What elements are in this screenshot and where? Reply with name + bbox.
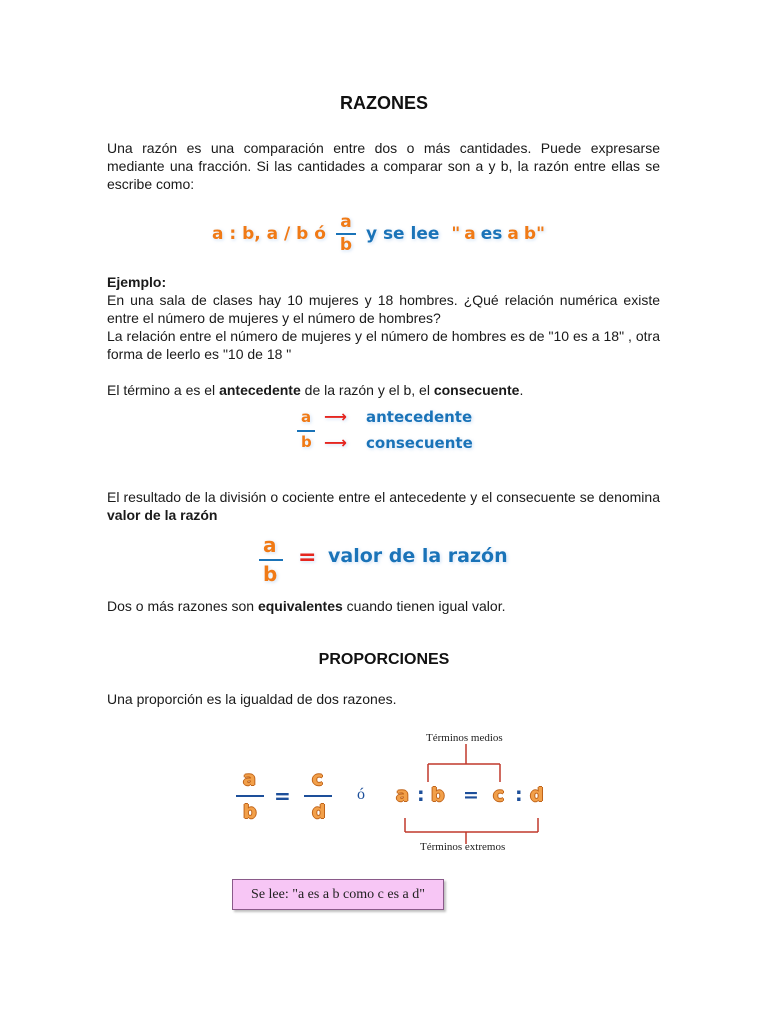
quote-close: " [536, 224, 545, 244]
terms-mid: de la razón y el b, el [300, 382, 434, 398]
arrow-right-icon: ⟶ [324, 433, 347, 452]
proportion-b: b [431, 784, 445, 806]
or-word: ó [357, 786, 365, 803]
example-label: Ejemplo: [107, 274, 167, 290]
terms-diagram [294, 406, 484, 456]
proportion-definition: Una proporción es la igualdad de dos razones. [107, 691, 397, 707]
quote-open: " [451, 224, 461, 244]
ratio-value-term: valor de la razón [107, 507, 218, 523]
section-title: PROPORCIONES [318, 651, 450, 668]
value-pre: El resultado de la división o cociente entre el antecedente y el consecuente se denomina [107, 489, 660, 505]
fraction-numerator: a [340, 212, 352, 232]
example-answer: La relación entre el número de mujeres y el número de hombres es de "10 es a 18" , otra forma de leerlo es "10 de 18 " [107, 328, 660, 362]
notation-text: a : b, a / b ó [212, 224, 326, 244]
diagram-denominator: b [301, 433, 312, 451]
middle-terms-label: Términos medios [426, 732, 503, 744]
quote-a: a [464, 224, 476, 244]
consequent-term: consecuente [433, 382, 520, 398]
terms-pre: El término a es el [107, 382, 220, 398]
proportion-frac2-bar [304, 795, 332, 797]
equiv-pre: Dos o más razones son [107, 598, 258, 614]
equivalent-sentence [107, 597, 660, 615]
ratio-value-diagram [258, 533, 528, 588]
diagram-fraction-bar [297, 430, 315, 432]
quote-a2: a [507, 224, 519, 244]
diagram-numerator: a [301, 408, 312, 426]
equals-sign: = [298, 545, 317, 570]
terms-sentence [107, 381, 660, 399]
terms-end: . [519, 382, 524, 398]
proportion-equals: = [274, 784, 291, 808]
proportion-a: a [396, 784, 409, 806]
equiv-post: cuando tienen igual valor. [342, 598, 506, 614]
value-fraction-bar [259, 559, 283, 561]
quote-b: b [523, 224, 537, 244]
proportion-colon1: : [417, 784, 425, 806]
ratio-value-label: valor de la razón [328, 545, 508, 567]
proportion-diagram [230, 728, 560, 858]
reads-box: Se lee: "a es a b como c es a d" [232, 879, 444, 910]
example-question: En una sala de clases hay 10 mujeres y 18 hombres. ¿Qué relación numérica existe entre el número de mujeres y el número de hombres? [107, 292, 660, 326]
fraction-denominator: b [339, 235, 353, 255]
proportion-d: d [530, 784, 544, 806]
extreme-terms-label: Términos extremos [420, 841, 506, 853]
proportion-frac2-den: d [312, 801, 326, 823]
value-denominator: b [263, 562, 278, 586]
quote-es: es [480, 224, 503, 244]
proportion-frac1-bar [236, 795, 264, 797]
page-title: RAZONES [339, 93, 428, 113]
ratio-value-sentence [107, 488, 660, 524]
proportion-equals2: = [463, 784, 479, 806]
proportion-colon2: : [515, 784, 523, 806]
antecedent-label: antecedente [366, 408, 473, 426]
antecedent-term: antecedente [219, 382, 301, 398]
value-numerator: a [263, 533, 277, 557]
equivalent-term: equivalentes [257, 598, 343, 614]
proportion-frac1-den: b [243, 801, 257, 823]
ratio-notation-formula [212, 205, 572, 263]
ratio-fraction [336, 214, 356, 254]
proportion-frac1-num: a [243, 768, 256, 790]
consequent-label: consecuente [366, 434, 473, 452]
razon-definition: Una razón es una comparación entre dos o más cantidades. Puede expresarse mediante una fracción. Si las cantidades a comparar son a y b, la razón entre ellas se escribe como: [107, 140, 660, 192]
proportion-c: c [493, 784, 505, 806]
proportion-frac2-num: c [312, 768, 324, 790]
arrow-right-icon: ⟶ [324, 407, 347, 426]
reads-as-text: y se lee [365, 224, 440, 244]
